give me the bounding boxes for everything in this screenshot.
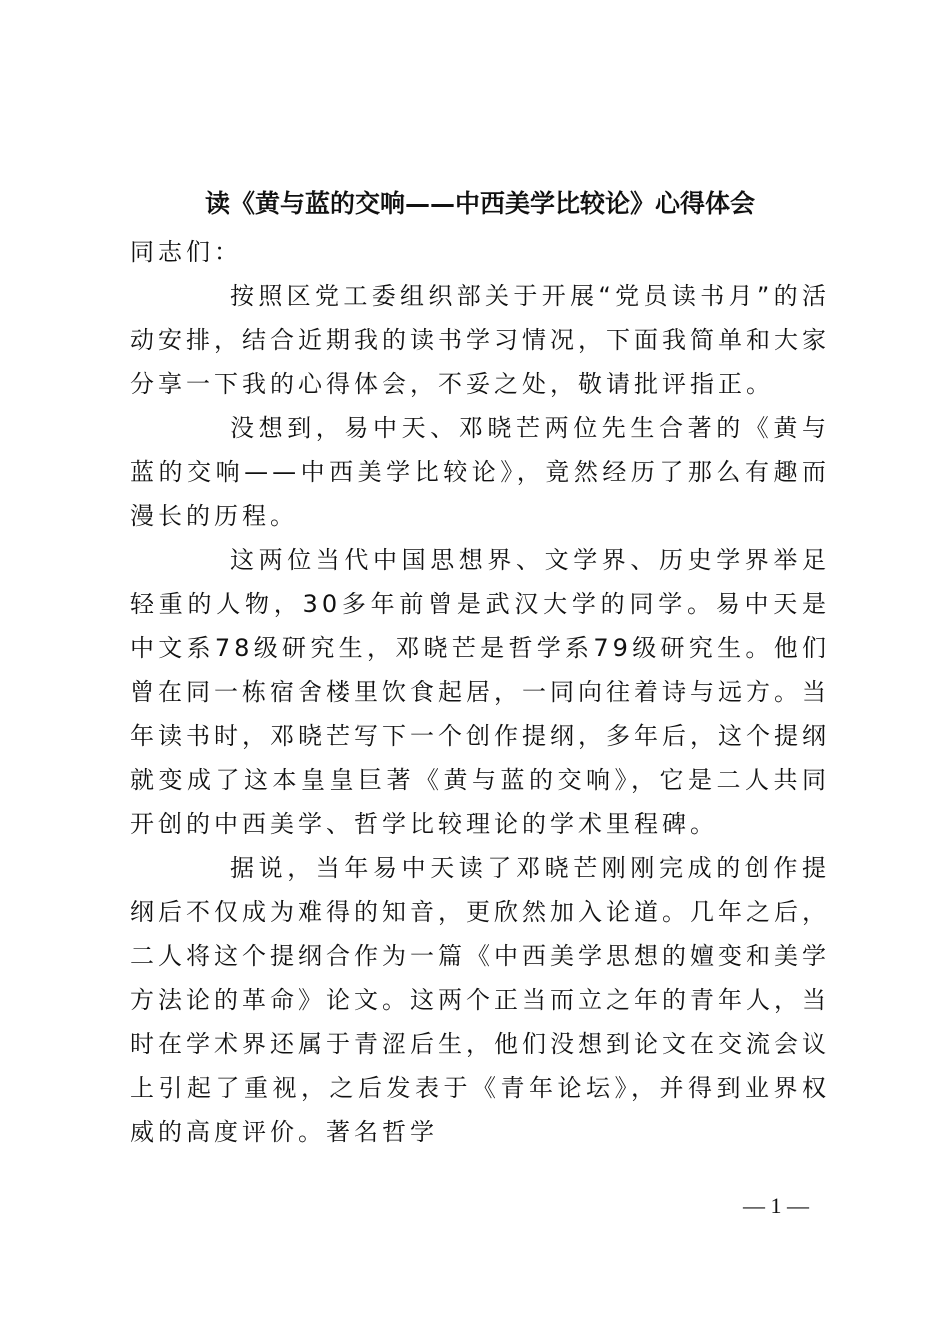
paragraph-2: 没想到，易中天、邓晓芒两位先生合著的《黄与蓝的交响——中西美学比较论》，竟然经历了那么有趣而漫长的历程。 [130, 414, 830, 530]
paragraph-3: 这两位当代中国思想界、文学界、历史学界举足轻重的人物，30多年前曾是武汉大学的同学。易中天是中文系78级研究生，邓晓芒是哲学系79级研究生。他们曾在同一栋宿舍楼里饮食起居，一同向往着诗与远方。当年读书时，邓晓芒写下一个创作提纲，多年后，这个提纲就变成了这本皇皇巨著《黄与蓝的交响》，它是二人共同开创的中西美学、哲学比较理论的学术里程碑。 [130, 546, 830, 838]
paragraph-4: 据说，当年易中天读了邓晓芒刚刚完成的创作提纲后不仅成为难得的知音，更欣然加入论道。几年之后，二人将这个提纲合作为一篇《中西美学思想的嬗变和美学方法论的革命》论文。这两个正当而立之年的青年人，当时在学术界还属于青涩后生，他们没想到论文在交流会议上引起了重视，之后发表于《青年论坛》，并得到业界权威的高度评价。著名哲学 [130, 854, 830, 1146]
document-body [130, 230, 830, 1154]
page-number: — 1 — [743, 1193, 809, 1218]
greeting: 同志们： [130, 238, 242, 266]
paragraph-1: 按照区党工委组织部关于开展“党员读书月”的活动安排，结合近期我的读书学习情况，下面我简单和大家分享一下我的心得体会，不妥之处，敬请批评指正。 [130, 282, 830, 398]
document-title: 读《黄与蓝的交响——中西美学比较论》心得体会 [204, 189, 755, 218]
